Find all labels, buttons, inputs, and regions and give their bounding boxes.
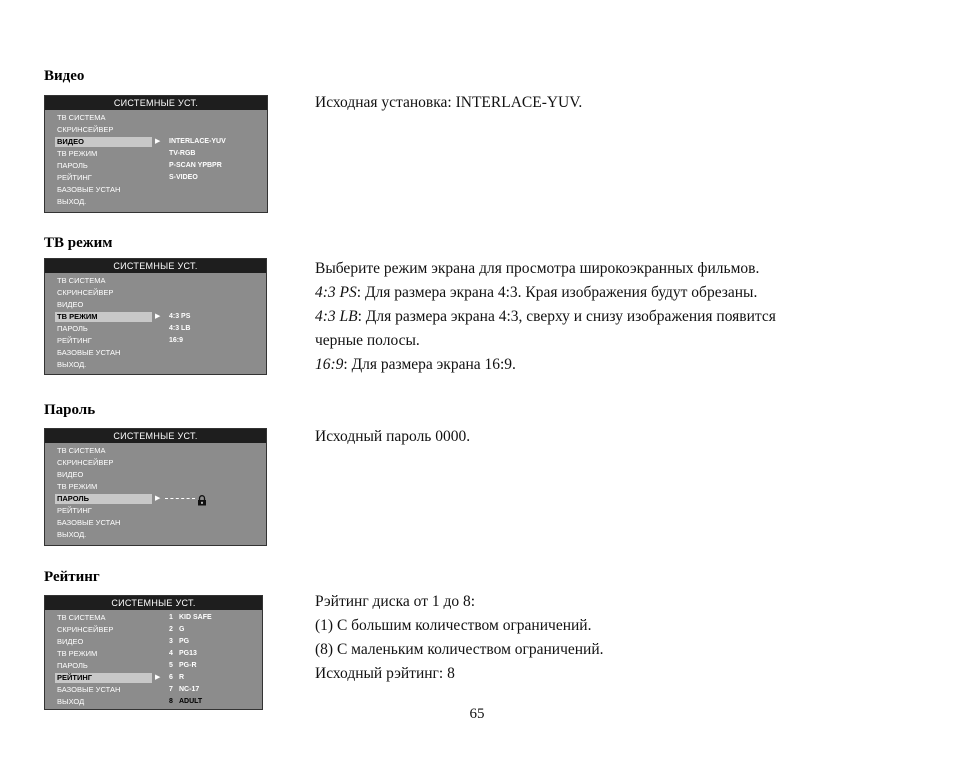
menu-item-row[interactable] bbox=[45, 445, 266, 457]
menu-item-label: ТВ РЕЖИМ bbox=[57, 482, 98, 491]
description-line: Исходный рэйтинг: 8 bbox=[315, 665, 455, 682]
description-line: (8) С маленьким количеством ограничений. bbox=[315, 641, 604, 658]
section-title-video: Видео bbox=[44, 68, 85, 84]
menu-item-label: ВЫХОД. bbox=[57, 530, 87, 539]
menu-item-row[interactable] bbox=[45, 196, 267, 208]
menu-item-label: ТВ РЕЖИМ bbox=[57, 312, 98, 321]
menu-item-row[interactable] bbox=[45, 148, 267, 160]
menu-item-label: ПАРОЛЬ bbox=[57, 324, 88, 333]
rating-option[interactable] bbox=[169, 636, 189, 648]
menu-title: СИСТЕМНЫЕ УСТ. bbox=[45, 429, 266, 443]
rating-label: KID SAFE bbox=[179, 614, 212, 621]
section-title-tv-mode: ТВ режим bbox=[44, 235, 113, 251]
menu-item-row[interactable] bbox=[45, 124, 267, 136]
menu-item-label: ТВ СИСТЕМА bbox=[57, 276, 106, 285]
description-line: Исходный пароль 0000. bbox=[315, 428, 471, 445]
menu-item-label: ВИДЕО bbox=[57, 470, 84, 479]
menu-item-label: ВЫХОД bbox=[57, 697, 85, 706]
menu-item-row[interactable] bbox=[45, 347, 266, 359]
menu-item-row[interactable] bbox=[45, 648, 262, 660]
rating-label: R bbox=[179, 674, 185, 681]
menu-item-row[interactable] bbox=[45, 184, 267, 196]
menu-item-label: ПАРОЛЬ bbox=[57, 661, 88, 670]
menu-item-row[interactable] bbox=[45, 684, 262, 696]
rating-option[interactable] bbox=[169, 624, 184, 636]
option-item[interactable]: 4:3 LB bbox=[169, 325, 191, 332]
menu-item-row[interactable] bbox=[45, 469, 266, 481]
menu-item-label: ВИДЕО bbox=[57, 137, 84, 146]
rating-option[interactable] bbox=[169, 684, 199, 696]
system-settings-menu-video bbox=[44, 95, 268, 213]
description-rating bbox=[315, 590, 604, 686]
menu-item-label: РЕЙТИНГ bbox=[57, 173, 92, 182]
menu-item-label: СКРИНСЕЙВЕР bbox=[57, 288, 114, 297]
rating-label: PG13 bbox=[179, 650, 197, 657]
menu-item-row[interactable] bbox=[45, 517, 266, 529]
arrow-right-icon: ▶ bbox=[155, 674, 161, 681]
arrow-right-icon: ▶ bbox=[155, 138, 161, 145]
menu-title: СИСТЕМНЫЕ УСТ. bbox=[45, 259, 266, 273]
description-line bbox=[315, 353, 776, 377]
password-input-mask[interactable] bbox=[165, 498, 195, 499]
menu-item-label: БАЗОВЫЕ УСТАН bbox=[57, 518, 121, 527]
option-item[interactable]: 16:9 bbox=[169, 337, 184, 344]
menu-item-row[interactable] bbox=[45, 160, 267, 172]
menu-item-row[interactable] bbox=[45, 311, 266, 323]
description-term: 4:3 LB bbox=[315, 308, 358, 325]
menu-item-row[interactable] bbox=[45, 493, 266, 505]
menu-item-label: ТВ РЕЖИМ bbox=[57, 149, 98, 158]
rating-label: G bbox=[179, 626, 185, 633]
menu-item-label: ПАРОЛЬ bbox=[57, 494, 90, 503]
option-item[interactable]: TV-RGB bbox=[169, 150, 196, 157]
menu-item-row[interactable] bbox=[45, 672, 262, 684]
menu-item-row[interactable] bbox=[45, 136, 267, 148]
menu-item-row[interactable] bbox=[45, 172, 267, 184]
menu-item-row[interactable] bbox=[45, 323, 266, 335]
menu-item-label: РЕЙТИНГ bbox=[57, 336, 92, 345]
system-settings-menu-rating bbox=[44, 595, 263, 710]
description-line: Исходная установка: INTERLACE-YUV. bbox=[315, 94, 583, 111]
rating-label: ADULT bbox=[179, 698, 203, 705]
system-settings-menu-tv-mode bbox=[44, 258, 267, 375]
menu-item-label: РЕЙТИНГ bbox=[57, 506, 92, 515]
option-item[interactable]: 4:3 PS bbox=[169, 313, 191, 320]
section-title-password: Пароль bbox=[44, 402, 96, 418]
description-text: черные полосы. bbox=[315, 332, 420, 349]
description-text: : Для размера экрана 16:9. bbox=[343, 356, 516, 373]
rating-label: NC-17 bbox=[179, 686, 200, 693]
menu-item-label: ТВ СИСТЕМА bbox=[57, 446, 106, 455]
menu-item-label: БАЗОВЫЕ УСТАН bbox=[57, 185, 121, 194]
system-settings-menu-password bbox=[44, 428, 267, 546]
rating-number: 1 bbox=[169, 614, 173, 621]
option-item[interactable]: INTERLACE-YUV bbox=[169, 138, 226, 145]
menu-item-row[interactable] bbox=[45, 275, 266, 287]
menu-item-row[interactable] bbox=[45, 505, 266, 517]
rating-option[interactable] bbox=[169, 612, 212, 624]
menu-item-label: ТВ СИСТЕМА bbox=[57, 613, 106, 622]
rating-label: PG-R bbox=[179, 662, 197, 669]
menu-item-label: ТВ РЕЖИМ bbox=[57, 649, 98, 658]
rating-option[interactable] bbox=[169, 660, 197, 672]
menu-title: СИСТЕМНЫЕ УСТ. bbox=[45, 96, 267, 110]
description-line bbox=[315, 329, 776, 353]
arrow-right-icon: ▶ bbox=[155, 313, 161, 320]
menu-item-label: ВЫХОД. bbox=[57, 197, 87, 206]
menu-title: СИСТЕМНЫЕ УСТ. bbox=[45, 596, 262, 610]
page-number: 65 bbox=[469, 706, 485, 722]
description-term: 16:9 bbox=[315, 356, 344, 373]
menu-item-row[interactable] bbox=[45, 624, 262, 636]
description-password bbox=[315, 425, 470, 449]
description-line bbox=[315, 257, 776, 281]
menu-item-label: ВЫХОД. bbox=[57, 360, 87, 369]
menu-item-label: ТВ СИСТЕМА bbox=[57, 113, 106, 122]
arrow-right-icon: ▶ bbox=[155, 495, 161, 502]
rating-number: 3 bbox=[169, 638, 173, 645]
menu-item-label: СКРИНСЕЙВЕР bbox=[57, 625, 114, 634]
menu-item-row[interactable] bbox=[45, 335, 266, 347]
rating-number: 6 bbox=[169, 674, 173, 681]
description-video bbox=[315, 91, 582, 115]
menu-item-label: СКРИНСЕЙВЕР bbox=[57, 125, 114, 134]
menu-item-row[interactable] bbox=[45, 636, 262, 648]
menu-item-label: СКРИНСЕЙВЕР bbox=[57, 458, 114, 467]
section-title-rating: Рейтинг bbox=[44, 569, 100, 585]
menu-item-label: РЕЙТИНГ bbox=[57, 673, 93, 682]
menu-item-row[interactable] bbox=[45, 457, 266, 469]
rating-number: 8 bbox=[169, 698, 173, 705]
description-term: 4:3 PS bbox=[315, 284, 357, 301]
menu-item-label: БАЗОВЫЕ УСТАН bbox=[57, 685, 121, 694]
menu-item-label: ПАРОЛЬ bbox=[57, 161, 88, 170]
menu-item-row[interactable] bbox=[45, 612, 262, 624]
menu-item-row[interactable] bbox=[45, 299, 266, 311]
menu-item-row[interactable] bbox=[45, 660, 262, 672]
option-item[interactable]: P-SCAN YPBPR bbox=[169, 162, 222, 169]
menu-item-row[interactable] bbox=[45, 529, 266, 541]
rating-number: 5 bbox=[169, 662, 173, 669]
rating-option[interactable] bbox=[169, 672, 184, 684]
menu-item-row[interactable] bbox=[45, 481, 266, 493]
description-line: (1) С большим количеством ограничений. bbox=[315, 617, 592, 634]
description-line bbox=[315, 305, 776, 329]
description-line bbox=[315, 281, 776, 305]
rating-number: 2 bbox=[169, 626, 173, 633]
menu-item-row[interactable] bbox=[45, 287, 266, 299]
description-text: : Для размера экрана 4:3, сверху и снизу изображения появится bbox=[357, 308, 776, 325]
menu-item-label: ВИДЕО bbox=[57, 300, 84, 309]
lock-icon bbox=[197, 493, 207, 504]
menu-item-row[interactable] bbox=[45, 112, 267, 124]
menu-item-label: ВИДЕО bbox=[57, 637, 84, 646]
description-text: Выберите режим экрана для просмотра широкоэкранных фильмов. bbox=[315, 260, 760, 277]
rating-number: 7 bbox=[169, 686, 173, 693]
rating-option[interactable] bbox=[169, 648, 197, 660]
rating-label: PG bbox=[179, 638, 190, 645]
option-item[interactable]: S-VIDEO bbox=[169, 174, 198, 181]
menu-item-label: БАЗОВЫЕ УСТАН bbox=[57, 348, 121, 357]
description-text: : Для размера экрана 4:3. Края изображения будут обрезаны. bbox=[356, 284, 758, 301]
rating-number: 4 bbox=[169, 650, 173, 657]
description-line: Рэйтинг диска от 1 до 8: bbox=[315, 593, 476, 610]
menu-item-row[interactable] bbox=[45, 359, 266, 371]
description-tv-mode bbox=[315, 257, 776, 377]
